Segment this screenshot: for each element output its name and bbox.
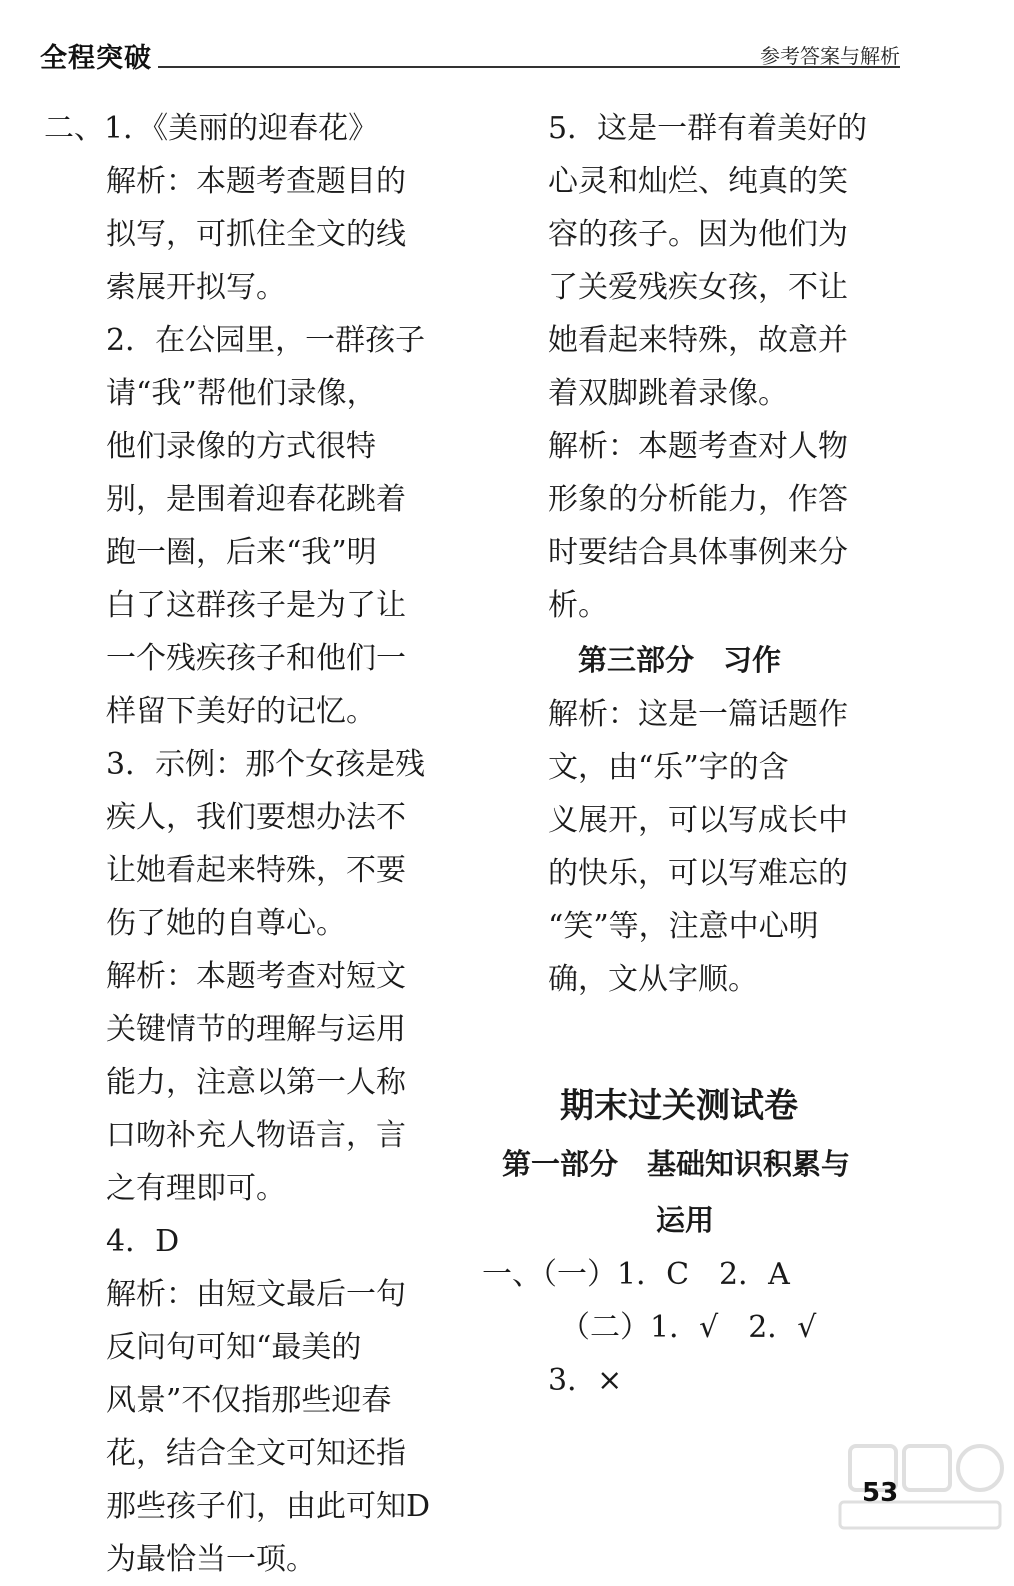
answer-line: 关键情节的理解与运用	[106, 1012, 406, 1047]
answer-line: 着双脚跳着录像。	[548, 376, 788, 411]
answer-line: 跑一圈，后来“我”明	[106, 535, 377, 570]
answer-line: 确，文从字顺。	[548, 962, 758, 997]
answer-line: 口吻补充人物语言，言	[106, 1118, 406, 1153]
answer-line: 时要结合具体事例来分	[548, 535, 848, 570]
right-column	[482, 102, 898, 1407]
section-heading-part1: 第一部分 基础知识积累与	[502, 1147, 851, 1181]
answer-line: 为最恰当一项。	[106, 1542, 316, 1577]
answer-line: 义展开，可以写成长中	[548, 803, 848, 838]
answer-line: 容的孩子。因为他们为	[548, 217, 848, 252]
answer-line: 那些孩子们，由此可知D	[106, 1489, 431, 1524]
answer-line: 解析：本题考查题目的	[106, 164, 406, 199]
answer-line: 一个残疾孩子和他们一	[106, 641, 406, 676]
answer-line: 解析：这是一篇话题作	[548, 697, 848, 732]
answer-line: 之有理即可。	[106, 1171, 286, 1206]
answer-line: 解析：本题考查对人物	[548, 429, 848, 464]
answer-line: 风景”不仅指那些迎春	[106, 1383, 392, 1418]
page-number: 53	[862, 1478, 899, 1508]
answer-line: 文，由“乐”字的含	[548, 750, 789, 785]
answer-line: 让她看起来特殊，不要	[106, 853, 406, 888]
left-column	[44, 102, 454, 1586]
answer-line: 他们录像的方式很特	[106, 429, 376, 464]
answer-line: 她看起来特殊，故意并	[548, 323, 848, 358]
brand-logo: 全程突破	[40, 43, 152, 74]
final-exam-heading: 期末过关测试卷	[560, 1086, 798, 1126]
answer-line: （二）1．√ 2．√	[560, 1310, 817, 1345]
answer-line: 2．在公园里，一群孩子	[106, 323, 426, 358]
answer-line: 样留下美好的记忆。	[106, 694, 376, 729]
answer-line: 3．示例：那个女孩是残	[106, 747, 426, 782]
spacer	[548, 1006, 898, 1076]
answer-line: 4．D	[106, 1224, 180, 1259]
answer-line: 请“我”帮他们录像，	[106, 376, 377, 411]
section-title: 参考答案与解析	[760, 44, 900, 68]
answer-line: 疾人，我们要想办法不	[106, 800, 406, 835]
watermark-stamp-icon	[830, 1440, 1010, 1536]
page-header	[40, 36, 900, 76]
answer-line: 解析：由短文最后一句	[106, 1277, 406, 1312]
answer-line: 的快乐，可以写难忘的	[548, 856, 848, 891]
answer-line: 能力，注意以第一人称	[106, 1065, 406, 1100]
section-heading-part3: 第三部分 习作	[578, 643, 782, 677]
answer-line: 拟写，可抓住全文的线	[106, 217, 406, 252]
answer-line: 花，结合全文可知还指	[106, 1436, 406, 1471]
answer-line: 3．×	[548, 1363, 623, 1398]
answer-line: 伤了她的自尊心。	[106, 906, 346, 941]
answer-line: “笑”等，注意中心明	[548, 909, 819, 944]
section-heading-part1-cont: 运用	[656, 1203, 715, 1237]
answer-line: 心灵和灿烂、纯真的笑	[548, 164, 848, 199]
answer-line: 一、（一）1．C 2．A	[482, 1257, 790, 1292]
answer-line: 5．这是一群有着美好的	[548, 111, 868, 146]
answer-line: 了关爱残疾女孩，不让	[548, 270, 848, 305]
answer-line: 形象的分析能力，作答	[548, 482, 848, 517]
answer-line: 解析：本题考查对短文	[106, 959, 406, 994]
answer-line: 别，是围着迎春花跳着	[106, 482, 406, 517]
answer-line: 析。	[548, 588, 608, 623]
answer-line: 二、1．《美丽的迎春花》	[44, 111, 379, 146]
answer-line: 索展开拟写。	[106, 270, 286, 305]
answer-line: 白了这群孩子是为了让	[106, 588, 406, 623]
answer-line: 反问句可知“最美的	[106, 1330, 362, 1365]
